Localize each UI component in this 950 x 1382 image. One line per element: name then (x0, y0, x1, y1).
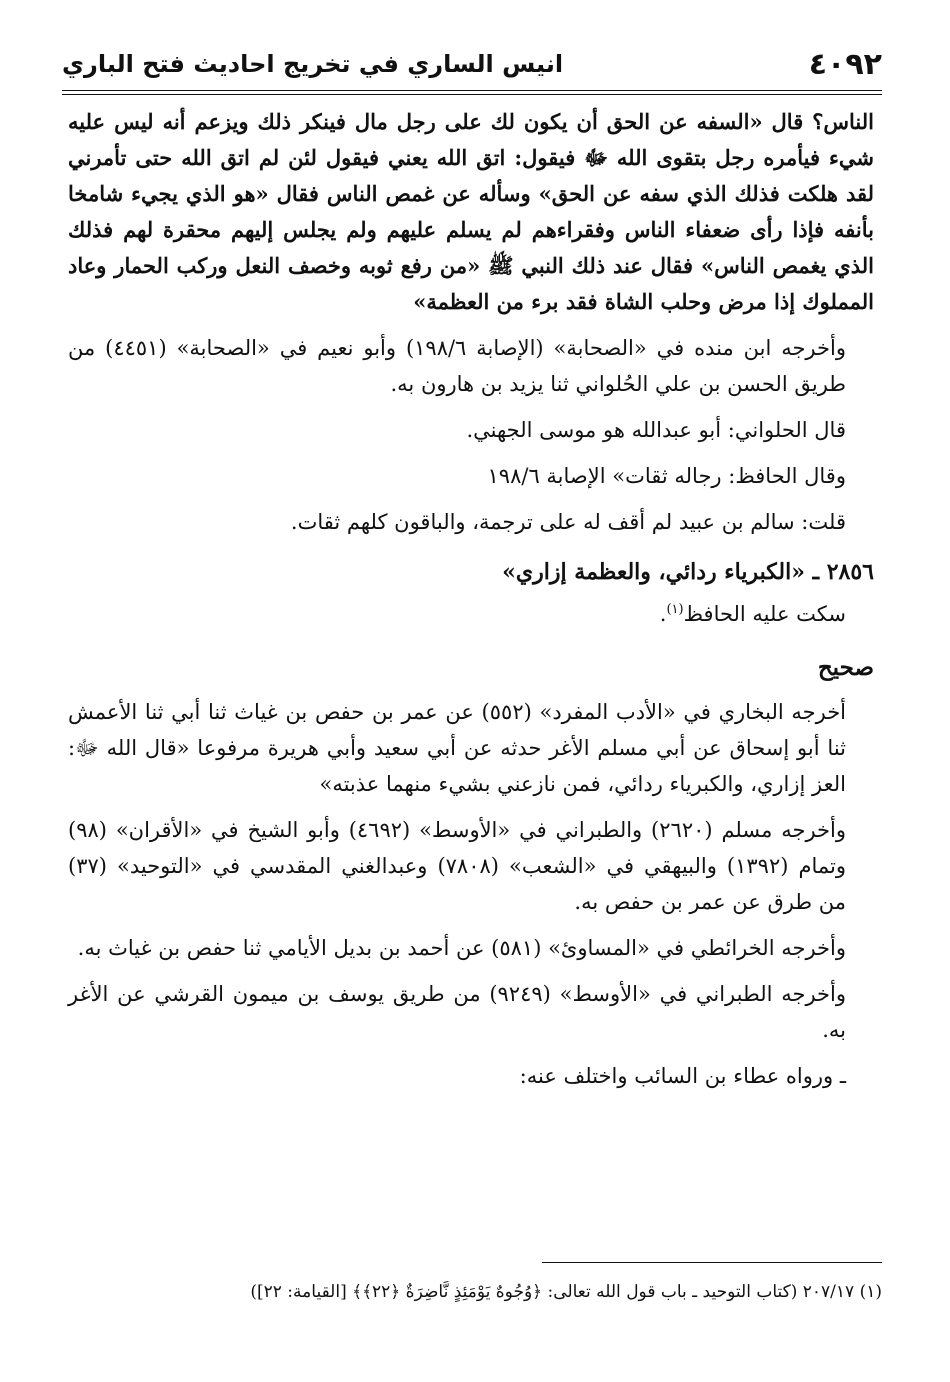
page-number: ٤٠٩٢ (808, 46, 882, 82)
page-header (62, 40, 882, 88)
running-title: انيس الساري في تخريج احاديث فتح الباري (62, 50, 564, 78)
footnote-marker[interactable]: (١) (666, 602, 684, 617)
hadith-text-continued: الناس؟ قال «السفه عن الحق أن يكون لك على رجل مال فينكر ذلك ويزعم أنه ليس عليه شيء فيأمره رجل بتقوى الله ﷻ فيقول: اتق الله يعني فيقول لئن لم اتق الله حتى تأمرني لقد هلكت فذلك الذي سفه عن الحق» وسأله عن غمص الناس فقال «هو الذي يجيء شامخا بأنفه فإذا رأى ضعفاء الناس وفقراءهم لم يسلم عليهم ولم يجلس إليهم محقرة لهم فذلك الذي يغمص الناس» فقال عند ذلك النبي ﷺ «من رفع ثوبه وخصف النعل وركب الحمار وعاد المملوك إذا مرض وحلب الشاة فقد برء من العظمة» (68, 109, 875, 314)
narrator-note: قال الحلواني: أبو عبدالله هو موسى الجهني. (466, 418, 846, 442)
header-divider (62, 90, 882, 95)
hadith-heading: ٢٨٥٦ ـ «الكبرياء ردائي، والعظمة إزاري» (502, 559, 874, 585)
takhrij-paragraph: وأخرجه ابن منده في «الصحابة» (الإصابة ١٩٨/٦) وأبو نعيم في «الصحابة» (٤٤٥١) من طريق الحسن بن علي الحُلواني ثنا يزيد بن هارون به. (68, 336, 846, 396)
hafiz-silence-text: سكت عليه الحافظ (683, 602, 846, 626)
footnote-divider (542, 1262, 882, 1263)
bukhari-takhrij: أخرجه البخاري في «الأدب المفرد» (٥٥٢) عن عمر بن حفص بن غياث ثنا أبي ثنا الأعمش ثنا أبو إسحاق عن أبي مسلم الأغر حدثه عن أبي سعيد وأبي هريرة مرفوعا «قال الله ﷻ: العز إزاري، والكبرياء ردائي، فمن نازعني بشيء منهما عذبته» (68, 700, 847, 796)
hafiz-statement: وقال الحافظ: رجاله ثقات» الإصابة ١٩٨/٦ (487, 464, 846, 488)
hafiz-silence-note (68, 596, 874, 632)
kharaiti-takhrij: وأخرجه الخرائطي في «المساوئ» (٥٨١) عن أحمد بن بديل الأيامي ثنا حفص بن غياث به. (77, 936, 846, 960)
footnote: (١) ٢٠٧/١٧ (كتاب التوحيد ـ باب قول الله تعالى: ﴿وُجُوهٌ يَوْمَئِذٍ نَّاضِرَةٌ ﴿٢٢﴾﴾ [القيامة: ٢٢]) (250, 1282, 882, 1302)
main-text (68, 104, 874, 1104)
sentence-end: . (659, 602, 667, 626)
author-comment: قلت: سالم بن عبيد لم أقف له على ترجمة، والباقون كلهم ثقات. (290, 510, 846, 534)
hadith-grade: صحيح (817, 654, 874, 681)
muslim-takhrij: وأخرجه مسلم (٢٦٢٠) والطبراني في «الأوسط» (٤٦٩٢) وأبو الشيخ في «الأقران» (٩٨) وتمام (١٣٩٢) والبيهقي في «الشعب» (٧٨٠٨) وعبدالغني المقدسي في «التوحيد» (٣٧) من طرق عن عمر بن حفص به. (68, 818, 846, 914)
tabarani-takhrij: وأخرجه الطبراني في «الأوسط» (٩٢٤٩) من طريق يوسف بن ميمون القرشي عن الأغر به. (68, 982, 846, 1042)
ata-riwaya: ـ ورواه عطاء بن السائب واختلف عنه: (519, 1064, 846, 1088)
